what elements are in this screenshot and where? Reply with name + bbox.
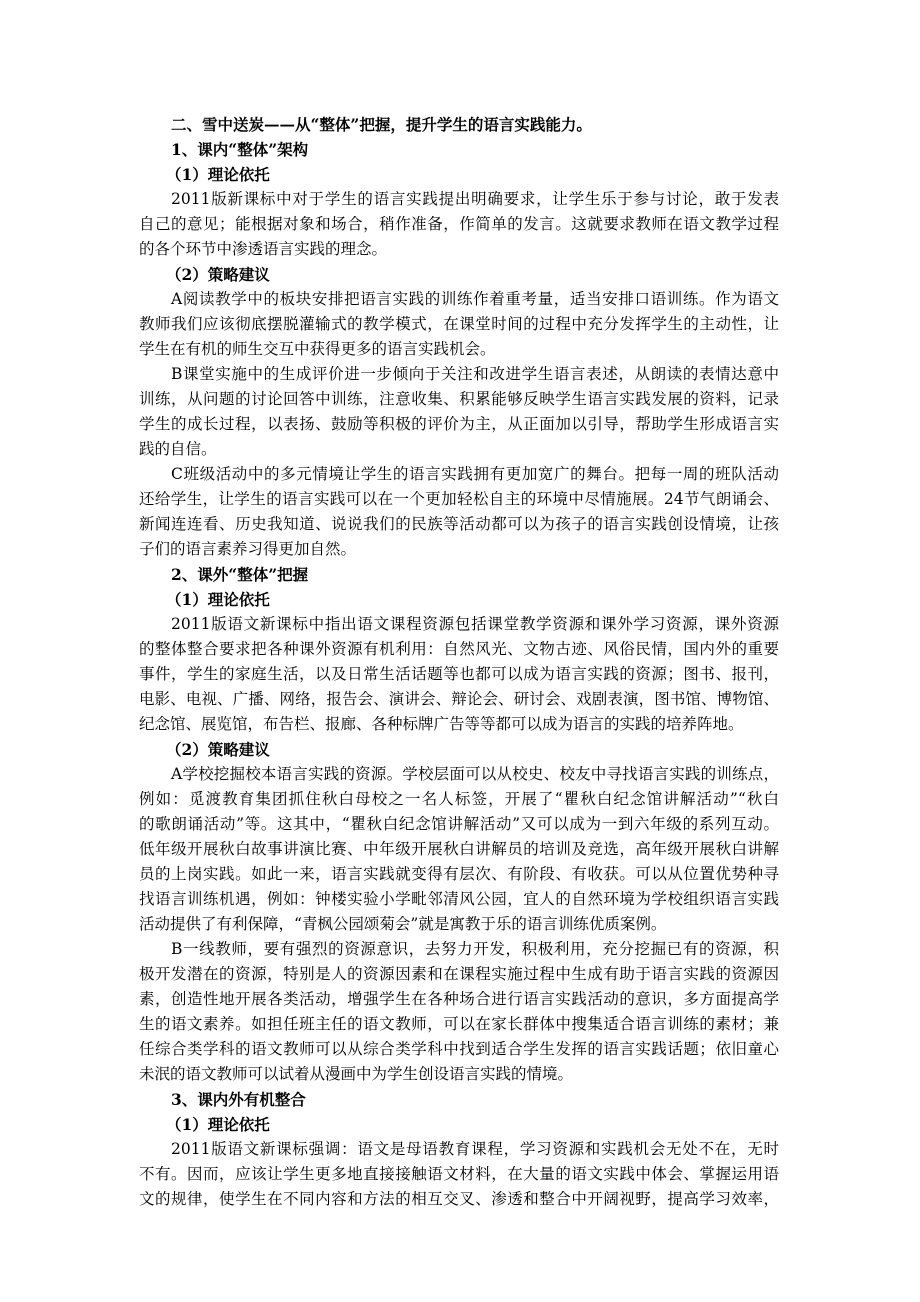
text-line: （1）理论依托 [166, 1115, 270, 1134]
text-line: （2）策略建议 [166, 265, 270, 284]
text-line: A阅读教学中的板块安排把语言实践的训练作着重考量，适当安排口语训练。作为语文 [171, 290, 779, 308]
text-line: 事件，学生的家庭生活，以及日常生活话题等也都可以成为语言实践的资源；图书、报刊， [139, 665, 779, 683]
text-line: 3、课内外有机整合 [171, 1090, 306, 1109]
text-line: 素，创造性地开展各类活动，增强学生在各种场合进行语言实践活动的意识，多方面提高学 [139, 990, 779, 1008]
paragraph [139, 187, 779, 262]
text-line: 2、课外“整体”把握 [171, 565, 309, 584]
subsection-heading [139, 1087, 779, 1112]
text-line: （1）理论依托 [166, 590, 270, 609]
paragraph [139, 362, 779, 462]
text-line: 教师我们应该彻底摆脱灌输式的教学模式，在课堂时间的过程中充分发挥学生的主动性，让 [139, 315, 779, 333]
text-line: 文的规律，使学生在不同内容和方法的相互交叉、渗透和整合中开阔视野，提高学习效率， [139, 1190, 779, 1208]
text-line: 任综合类学科的语文教师可以从综合类学科中找到适合学生发挥的语言实践话题；依旧童心 [139, 1040, 779, 1058]
text-line: 1、课内“整体”架构 [171, 140, 309, 159]
text-line: 学生在有机的师生交互中获得更多的语言实践机会。 [139, 340, 496, 358]
text-line: 活动提供了有利保障，“青枫公园颂菊会”就是寓教于乐的语言训练优质案例。 [139, 915, 667, 933]
text-line: 2011版语文新课标中指出语文课程资源包括课堂教学资源和课外学习资源，课外资源 [171, 615, 779, 633]
sub-subsection-heading [139, 262, 779, 287]
text-line: 纪念馆、展览馆，布告栏、报廊、各种标牌广告等等都可以成为语言的实践的培养阵地。 [139, 715, 744, 733]
text-line: 二、雪中送炭——从“整体”把握，提升学生的语言实践能力。 [171, 115, 592, 134]
text-line: 2011版语文新课标强调：语文是母语教育课程，学习资源和实践机会无处不在，无时 [171, 1140, 779, 1158]
sub-subsection-heading [139, 587, 779, 612]
text-line: 生的语文素养。如担任班主任的语文教师，可以在家长群体中搜集适合语言训练的素材；兼 [139, 1015, 779, 1033]
text-line: 的整体整合要求把各种课外资源有机利用：自然风光、文物古迹、风俗民情，国内外的重要 [139, 640, 779, 658]
sub-subsection-heading [139, 737, 779, 762]
text-line: 未泯的语文教师可以试着从漫画中为学生创设语言实践的情境。 [139, 1065, 574, 1083]
text-line: 低年级开展秋白故事讲演比赛、中年级开展秋白讲解员的培训及竞选，高年级开展秋白讲解 [139, 840, 779, 858]
text-line: 还给学生，让学生的语言实践可以在一个更加轻松自主的环境中尽情施展。24节气朗诵会、 [139, 490, 779, 508]
paragraph [139, 612, 779, 737]
text-line: 践的自信。 [139, 440, 217, 458]
text-line: A学校挖掘校本语言实践的资源。学校层面可以从校史、校友中寻找语言实践的训练点， [171, 765, 779, 783]
text-line: 员的上岗实践。如此一来，语言实践就变得有层次、有阶段、有收获。可以从位置优势种寻 [139, 865, 779, 883]
text-line: 子们的语言素养习得更加自然。 [139, 540, 357, 558]
section-heading [139, 112, 779, 137]
text-line: 找语言训练机遇，例如：钟楼实验小学毗邻清风公园，宜人的自然环境为学校组织语言实践 [139, 890, 779, 908]
text-line: 训练，从问题的讨论回答中训练，注意收集、积累能够反映学生语言实践发展的资料，记录 [139, 390, 779, 408]
text-line: 的歌朗诵活动”等。这其中，“瞿秋白纪念馆讲解活动”又可以成为一到六年级的系列互动。 [139, 815, 779, 833]
subsection-heading [139, 137, 779, 162]
paragraph [139, 937, 779, 1087]
paragraph [139, 287, 779, 362]
sub-subsection-heading [139, 1112, 779, 1137]
text-line: 新闻连连看、历史我知道、说说我们的民族等活动都可以为孩子的语言实践创设情境，让孩 [139, 515, 779, 533]
text-line: （2）策略建议 [166, 740, 270, 759]
paragraph [139, 762, 779, 937]
paragraph [139, 462, 779, 562]
text-line: 极开发潜在的资源，特别是人的资源因素和在课程实施过程中生成有助于语言实践的资源因 [139, 965, 779, 983]
text-line: （1）理论依托 [166, 165, 270, 184]
text-line: 不有。因而，应该让学生更多地直接接触语文材料，在大量的语文实践中体会、掌握运用语 [139, 1165, 779, 1183]
text-line: B一线教师，要有强烈的资源意识，去努力开发，积极利用，充分挖掘已有的资源，积 [171, 940, 779, 958]
sub-subsection-heading [139, 162, 779, 187]
text-line: 的各个环节中渗透语言实践的理念。 [139, 240, 388, 258]
subsection-heading [139, 562, 779, 587]
text-line: C班级活动中的多元情境让学生的语言实践拥有更加宽广的舞台。把每一周的班队活动 [171, 465, 779, 483]
text-line: B课堂实施中的生成评价进一步倾向于关注和改进学生语言表述，从朗读的表情达意中 [171, 365, 779, 383]
text-line: 2011版新课标中对于学生的语言实践提出明确要求，让学生乐于参与讨论，敢于发表 [171, 190, 779, 208]
text-line: 电影、电视、广播、网络，报告会、演讲会、辩论会、研讨会、戏剧表演，图书馆、博物馆、 [139, 690, 779, 708]
text-line: 学生的成长过程，以表扬、鼓励等积极的评价为主，从正面加以引导，帮助学生形成语言实 [139, 415, 779, 433]
paragraph [139, 1137, 779, 1212]
document-body [139, 112, 779, 1212]
text-line: 自己的意见；能根据对象和场合，稍作准备，作简单的发言。这就要求教师在语文教学过程 [139, 215, 779, 233]
text-line: 例如：觅渡教育集团抓住秋白母校之一名人标签，开展了“瞿秋白纪念馆讲解活动”“秋白 [139, 790, 779, 808]
